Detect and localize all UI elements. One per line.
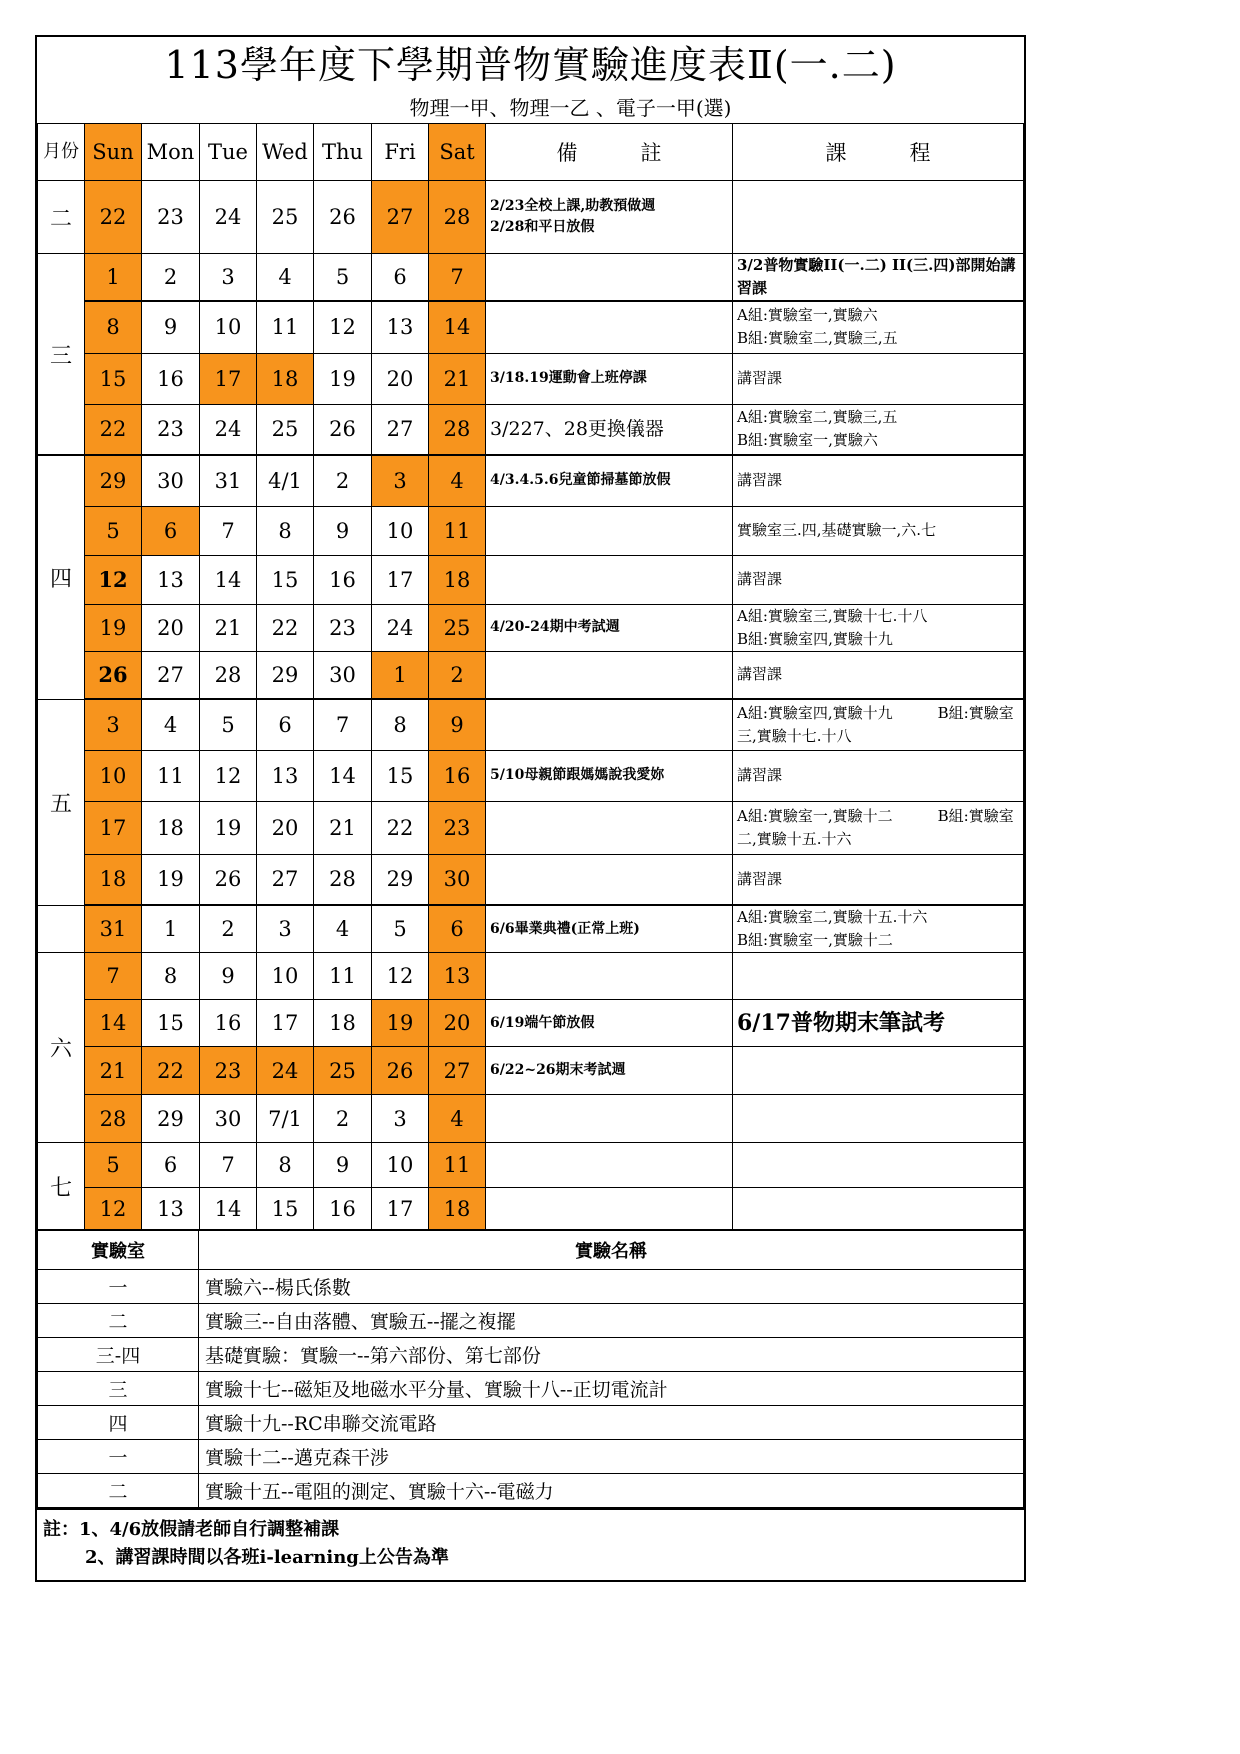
day-cell: 22 bbox=[85, 404, 142, 455]
day-cell: 1 bbox=[372, 651, 429, 699]
note-cell bbox=[486, 555, 733, 604]
course-cell: 實驗室三.四,基礎實驗一,六.七 bbox=[733, 506, 1024, 555]
day-cell: 10 bbox=[372, 506, 429, 555]
week-row bbox=[38, 301, 1024, 353]
day-cell: 30 bbox=[314, 651, 372, 699]
lab-row bbox=[38, 1372, 1024, 1406]
header-day-wed: Wed bbox=[257, 124, 314, 181]
day-cell: 23 bbox=[314, 604, 372, 651]
day-cell: 12 bbox=[85, 1188, 142, 1230]
note-cell bbox=[486, 953, 733, 1000]
lab-name: 實驗三--自由落體、實驗五--擺之複擺 bbox=[199, 1304, 1024, 1338]
day-cell: 21 bbox=[314, 801, 372, 854]
week-row bbox=[38, 455, 1024, 506]
day-cell: 18 bbox=[429, 555, 486, 604]
note-cell: 5/10母親節跟媽媽說我愛妳 bbox=[486, 750, 733, 801]
day-cell: 28 bbox=[429, 404, 486, 455]
note-cell bbox=[486, 506, 733, 555]
day-cell: 21 bbox=[200, 604, 257, 651]
day-cell: 8 bbox=[85, 301, 142, 353]
note-cell bbox=[486, 1188, 733, 1230]
day-cell: 9 bbox=[429, 699, 486, 750]
day-cell: 24 bbox=[200, 181, 257, 254]
note-cell bbox=[486, 254, 733, 302]
day-cell: 6 bbox=[372, 254, 429, 302]
course-cell: 講習課 bbox=[733, 651, 1024, 699]
day-cell: 28 bbox=[200, 651, 257, 699]
day-cell: 18 bbox=[314, 1000, 372, 1047]
note-cell: 6/6畢業典禮(正常上班) bbox=[486, 905, 733, 953]
lab-row bbox=[38, 1440, 1024, 1474]
day-cell: 31 bbox=[85, 905, 142, 953]
day-cell: 30 bbox=[429, 854, 486, 905]
day-cell: 5 bbox=[314, 254, 372, 302]
note-cell bbox=[486, 854, 733, 905]
header-month: 月份 bbox=[38, 124, 85, 181]
day-cell: 22 bbox=[85, 181, 142, 254]
day-cell: 19 bbox=[200, 801, 257, 854]
day-cell: 16 bbox=[314, 555, 372, 604]
course-cell: 講習課 bbox=[733, 750, 1024, 801]
day-cell: 14 bbox=[200, 555, 257, 604]
day-cell: 13 bbox=[372, 301, 429, 353]
day-cell: 17 bbox=[372, 1188, 429, 1230]
course-cell: 講習課 bbox=[733, 854, 1024, 905]
header-course: 課 程 bbox=[733, 124, 1024, 181]
day-cell: 26 bbox=[200, 854, 257, 905]
day-cell: 13 bbox=[142, 1188, 200, 1230]
day-cell: 28 bbox=[429, 181, 486, 254]
header-day-sun: Sun bbox=[85, 124, 142, 181]
week-row bbox=[38, 905, 1024, 953]
day-cell: 24 bbox=[257, 1047, 314, 1095]
day-cell: 7 bbox=[200, 1143, 257, 1188]
day-cell: 3 bbox=[85, 699, 142, 750]
lab-room: 二 bbox=[38, 1304, 199, 1338]
day-cell: 16 bbox=[429, 750, 486, 801]
note-cell: 4/20-24期中考試週 bbox=[486, 604, 733, 651]
lab-name: 基礎實驗：實驗一--第六部份、第七部份 bbox=[199, 1338, 1024, 1372]
day-cell: 16 bbox=[314, 1188, 372, 1230]
day-cell: 17 bbox=[85, 801, 142, 854]
day-cell: 7/1 bbox=[257, 1095, 314, 1143]
day-cell: 9 bbox=[142, 301, 200, 353]
calendar-table bbox=[37, 123, 1024, 1230]
week-row bbox=[38, 1047, 1024, 1095]
day-cell: 23 bbox=[142, 181, 200, 254]
day-cell: 9 bbox=[314, 506, 372, 555]
lab-row bbox=[38, 1270, 1024, 1304]
calendar-header-row bbox=[38, 124, 1024, 181]
day-cell: 27 bbox=[372, 404, 429, 455]
day-cell: 7 bbox=[200, 506, 257, 555]
week-row bbox=[38, 181, 1024, 254]
day-cell: 23 bbox=[142, 404, 200, 455]
day-cell: 20 bbox=[372, 353, 429, 404]
lab-row bbox=[38, 1474, 1024, 1508]
day-cell: 15 bbox=[257, 1188, 314, 1230]
lab-name: 實驗十九--RC串聯交流電路 bbox=[199, 1406, 1024, 1440]
day-cell: 26 bbox=[372, 1047, 429, 1095]
day-cell: 27 bbox=[429, 1047, 486, 1095]
day-cell: 26 bbox=[314, 404, 372, 455]
day-cell: 6 bbox=[257, 699, 314, 750]
day-cell: 11 bbox=[257, 301, 314, 353]
day-cell: 30 bbox=[200, 1095, 257, 1143]
page-title: 113學年度下學期普物實驗進度表Ⅱ(一.二) bbox=[164, 43, 897, 87]
course-cell: 講習課 bbox=[733, 555, 1024, 604]
header-note: 備 註 bbox=[486, 124, 733, 181]
day-cell: 26 bbox=[314, 181, 372, 254]
week-row bbox=[38, 1143, 1024, 1188]
day-cell: 10 bbox=[85, 750, 142, 801]
day-cell: 10 bbox=[372, 1143, 429, 1188]
week-row bbox=[38, 651, 1024, 699]
lab-name: 實驗十七--磁矩及地磁水平分量、實驗十八--正切電流計 bbox=[199, 1372, 1024, 1406]
day-cell: 14 bbox=[200, 1188, 257, 1230]
course-cell: A組:實驗室二,實驗十五.十六 B組:實驗室一,實驗十二 bbox=[733, 905, 1024, 953]
lab-room: 三-四 bbox=[38, 1338, 199, 1372]
day-cell: 2 bbox=[314, 1095, 372, 1143]
note-cell: 4/3.4.5.6兒童節掃墓節放假 bbox=[486, 455, 733, 506]
footnote-2: 2、講習課時間以各班i-learning上公告為準 bbox=[85, 1547, 449, 1568]
day-cell: 25 bbox=[257, 181, 314, 254]
page-subtitle: 物理一甲、物理一乙 、電子一甲(選) bbox=[409, 96, 732, 120]
day-cell: 4 bbox=[257, 254, 314, 302]
month-cell: 五 bbox=[38, 699, 85, 905]
day-cell: 11 bbox=[429, 1143, 486, 1188]
day-cell: 6 bbox=[142, 506, 200, 555]
day-cell: 18 bbox=[429, 1188, 486, 1230]
month-cell: 七 bbox=[38, 1143, 85, 1230]
day-cell: 24 bbox=[200, 404, 257, 455]
course-cell bbox=[733, 181, 1024, 254]
day-cell: 4 bbox=[429, 455, 486, 506]
day-cell: 2 bbox=[142, 254, 200, 302]
course-cell bbox=[733, 1095, 1024, 1143]
day-cell: 11 bbox=[429, 506, 486, 555]
day-cell: 20 bbox=[257, 801, 314, 854]
day-cell: 4 bbox=[314, 905, 372, 953]
footnote-1: 註：1、4/6放假請老師自行調整補課 bbox=[43, 1519, 340, 1540]
day-cell: 26 bbox=[85, 651, 142, 699]
day-cell: 17 bbox=[372, 555, 429, 604]
day-cell: 28 bbox=[314, 854, 372, 905]
day-cell: 3 bbox=[372, 455, 429, 506]
week-row bbox=[38, 604, 1024, 651]
note-cell bbox=[486, 651, 733, 699]
week-row bbox=[38, 801, 1024, 854]
week-row bbox=[38, 555, 1024, 604]
day-cell: 19 bbox=[85, 604, 142, 651]
day-cell: 15 bbox=[142, 1000, 200, 1047]
lab-name: 實驗十二--邁克森干涉 bbox=[199, 1440, 1024, 1474]
course-cell bbox=[733, 1047, 1024, 1095]
header-day-tue: Tue bbox=[200, 124, 257, 181]
day-cell: 21 bbox=[85, 1047, 142, 1095]
day-cell: 3 bbox=[257, 905, 314, 953]
day-cell: 8 bbox=[257, 506, 314, 555]
lab-row bbox=[38, 1338, 1024, 1372]
note-cell bbox=[486, 801, 733, 854]
day-cell: 10 bbox=[257, 953, 314, 1000]
lab-header-name: 實驗名稱 bbox=[199, 1231, 1024, 1270]
note-cell: 6/22~26期末考試週 bbox=[486, 1047, 733, 1095]
week-row bbox=[38, 404, 1024, 455]
day-cell: 6 bbox=[142, 1143, 200, 1188]
day-cell: 14 bbox=[314, 750, 372, 801]
day-cell: 3 bbox=[200, 254, 257, 302]
day-cell: 9 bbox=[200, 953, 257, 1000]
course-cell: 6/17普物期末筆試考 bbox=[733, 1000, 1024, 1047]
day-cell: 29 bbox=[85, 455, 142, 506]
day-cell: 13 bbox=[257, 750, 314, 801]
month-cell: 二 bbox=[38, 181, 85, 254]
week-row bbox=[38, 854, 1024, 905]
day-cell: 9 bbox=[314, 1143, 372, 1188]
day-cell: 10 bbox=[200, 301, 257, 353]
course-cell bbox=[733, 1143, 1024, 1188]
week-row bbox=[38, 699, 1024, 750]
lab-room: 一 bbox=[38, 1270, 199, 1304]
day-cell: 19 bbox=[142, 854, 200, 905]
day-cell: 14 bbox=[429, 301, 486, 353]
week-row bbox=[38, 254, 1024, 302]
day-cell: 28 bbox=[85, 1095, 142, 1143]
day-cell: 7 bbox=[429, 254, 486, 302]
course-cell: A組:實驗室一,實驗十二 B組:實驗室二,實驗十五.十六 bbox=[733, 801, 1024, 854]
week-row bbox=[38, 750, 1024, 801]
day-cell: 2 bbox=[314, 455, 372, 506]
day-cell: 20 bbox=[142, 604, 200, 651]
day-cell: 4 bbox=[142, 699, 200, 750]
schedule-sheet bbox=[35, 35, 1026, 1582]
day-cell: 13 bbox=[429, 953, 486, 1000]
lab-row bbox=[38, 1406, 1024, 1440]
course-cell bbox=[733, 953, 1024, 1000]
day-cell: 2 bbox=[429, 651, 486, 699]
day-cell: 15 bbox=[372, 750, 429, 801]
day-cell: 30 bbox=[142, 455, 200, 506]
week-row bbox=[38, 506, 1024, 555]
note-cell bbox=[486, 699, 733, 750]
day-cell: 31 bbox=[200, 455, 257, 506]
week-row bbox=[38, 953, 1024, 1000]
week-row bbox=[38, 1188, 1024, 1230]
week-row bbox=[38, 353, 1024, 404]
day-cell: 11 bbox=[314, 953, 372, 1000]
day-cell: 18 bbox=[257, 353, 314, 404]
header-day-sat: Sat bbox=[429, 124, 486, 181]
note-cell bbox=[486, 1095, 733, 1143]
week-row bbox=[38, 1000, 1024, 1047]
header-day-thu: Thu bbox=[314, 124, 372, 181]
day-cell: 15 bbox=[85, 353, 142, 404]
day-cell: 11 bbox=[142, 750, 200, 801]
course-cell: A組:實驗室三,實驗十七.十八 B組:實驗室四,實驗十九 bbox=[733, 604, 1024, 651]
month-cell: 四 bbox=[38, 455, 85, 699]
day-cell: 1 bbox=[85, 254, 142, 302]
day-cell: 4/1 bbox=[257, 455, 314, 506]
lab-table bbox=[37, 1230, 1024, 1508]
lab-name: 實驗十五--電阻的測定、實驗十六--電磁力 bbox=[199, 1474, 1024, 1508]
day-cell: 24 bbox=[372, 604, 429, 651]
course-cell: 講習課 bbox=[733, 455, 1024, 506]
lab-room: 三 bbox=[38, 1372, 199, 1406]
lab-header-row bbox=[38, 1231, 1024, 1270]
day-cell: 7 bbox=[85, 953, 142, 1000]
day-cell: 4 bbox=[429, 1095, 486, 1143]
day-cell: 3 bbox=[372, 1095, 429, 1143]
day-cell: 8 bbox=[142, 953, 200, 1000]
month-cell: 三 bbox=[38, 254, 85, 456]
header-day-fri: Fri bbox=[372, 124, 429, 181]
note-cell: 2/23全校上課,助教預做週 2/28和平日放假 bbox=[486, 181, 733, 254]
day-cell: 19 bbox=[372, 1000, 429, 1047]
day-cell: 13 bbox=[142, 555, 200, 604]
day-cell: 2 bbox=[200, 905, 257, 953]
footnotes bbox=[37, 1508, 1024, 1580]
day-cell: 17 bbox=[257, 1000, 314, 1047]
day-cell: 12 bbox=[85, 555, 142, 604]
day-cell: 29 bbox=[257, 651, 314, 699]
note-cell: 6/19端午節放假 bbox=[486, 1000, 733, 1047]
week-row bbox=[38, 1095, 1024, 1143]
day-cell: 25 bbox=[257, 404, 314, 455]
day-cell: 16 bbox=[200, 1000, 257, 1047]
day-cell: 12 bbox=[200, 750, 257, 801]
day-cell: 23 bbox=[200, 1047, 257, 1095]
lab-header-room: 實驗室 bbox=[38, 1231, 199, 1270]
lab-room: 二 bbox=[38, 1474, 199, 1508]
day-cell: 6 bbox=[429, 905, 486, 953]
day-cell: 5 bbox=[85, 1143, 142, 1188]
day-cell: 25 bbox=[314, 1047, 372, 1095]
day-cell: 16 bbox=[142, 353, 200, 404]
day-cell: 15 bbox=[257, 555, 314, 604]
day-cell: 22 bbox=[372, 801, 429, 854]
day-cell: 8 bbox=[372, 699, 429, 750]
day-cell: 27 bbox=[257, 854, 314, 905]
day-cell: 8 bbox=[257, 1143, 314, 1188]
day-cell: 5 bbox=[200, 699, 257, 750]
day-cell: 17 bbox=[200, 353, 257, 404]
month-cell bbox=[38, 905, 85, 953]
course-cell: A組:實驗室一,實驗六 B組:實驗室二,實驗三,五 bbox=[733, 301, 1024, 353]
note-cell bbox=[486, 301, 733, 353]
day-cell: 27 bbox=[372, 181, 429, 254]
lab-room: 四 bbox=[38, 1406, 199, 1440]
day-cell: 19 bbox=[314, 353, 372, 404]
lab-row bbox=[38, 1304, 1024, 1338]
course-cell: A組:實驗室二,實驗三,五 B組:實驗室一,實驗六 bbox=[733, 404, 1024, 455]
day-cell: 1 bbox=[142, 905, 200, 953]
course-cell: A組:實驗室四,實驗十九 B組:實驗室三,實驗十七.十八 bbox=[733, 699, 1024, 750]
lab-name: 實驗六--楊氏係數 bbox=[199, 1270, 1024, 1304]
day-cell: 12 bbox=[372, 953, 429, 1000]
day-cell: 18 bbox=[85, 854, 142, 905]
day-cell: 29 bbox=[372, 854, 429, 905]
month-cell: 六 bbox=[38, 953, 85, 1143]
course-cell: 講習課 bbox=[733, 353, 1024, 404]
lab-room: 一 bbox=[38, 1440, 199, 1474]
day-cell: 22 bbox=[142, 1047, 200, 1095]
course-cell: 3/2普物實驗II(一.二) II(三.四)部開始講習課 bbox=[733, 254, 1024, 302]
day-cell: 5 bbox=[85, 506, 142, 555]
day-cell: 22 bbox=[257, 604, 314, 651]
note-cell bbox=[486, 1143, 733, 1188]
day-cell: 12 bbox=[314, 301, 372, 353]
day-cell: 14 bbox=[85, 1000, 142, 1047]
course-cell bbox=[733, 1188, 1024, 1230]
day-cell: 20 bbox=[429, 1000, 486, 1047]
day-cell: 29 bbox=[142, 1095, 200, 1143]
day-cell: 23 bbox=[429, 801, 486, 854]
day-cell: 7 bbox=[314, 699, 372, 750]
header-day-mon: Mon bbox=[142, 124, 200, 181]
day-cell: 25 bbox=[429, 604, 486, 651]
day-cell: 21 bbox=[429, 353, 486, 404]
note-cell: 3/18.19運動會上班停課 bbox=[486, 353, 733, 404]
day-cell: 18 bbox=[142, 801, 200, 854]
day-cell: 5 bbox=[372, 905, 429, 953]
note-cell: 3/227、28更換儀器 bbox=[486, 404, 733, 455]
day-cell: 27 bbox=[142, 651, 200, 699]
